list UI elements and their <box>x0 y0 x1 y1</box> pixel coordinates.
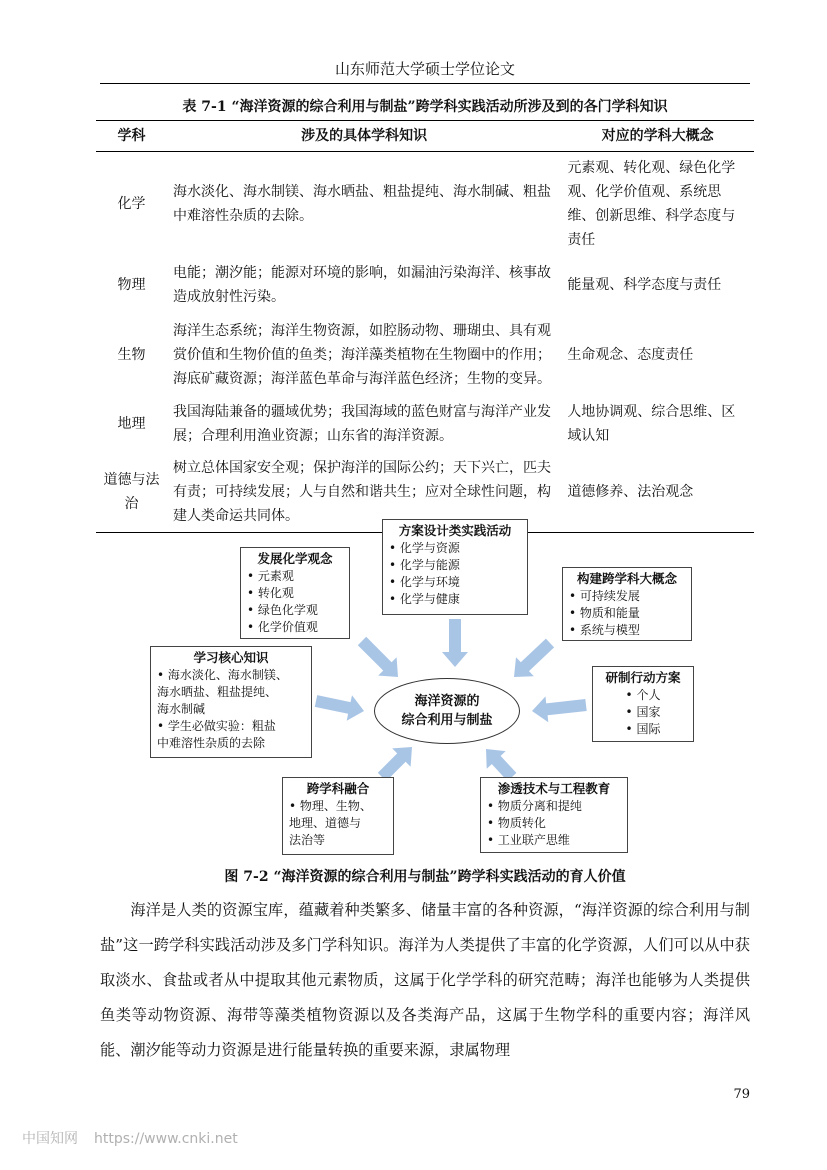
box-bottom-left-title: 跨学科融合 <box>306 781 370 796</box>
subject-cell: 化学 <box>117 196 146 212</box>
box-top-item: • 化学与能源 <box>389 558 460 572</box>
table-row <box>96 396 754 452</box>
box-top-left-item: • 元素观 <box>247 569 294 583</box>
box-right-item: • 国家 <box>625 705 661 719</box>
figure-caption: 图 7-2 “海洋资源的综合利用与制盐”跨学科实践活动的育人价值 <box>224 869 626 885</box>
box-bottom-right <box>480 777 628 853</box>
knowledge-cell: 树立总体国家安全观；保护海洋的国际公约；天下兴亡，匹夫有责；可持续发展；人与自然和谐共生；应对全球性问题，构建人类命运共同体。 <box>173 460 552 524</box>
box-top-left <box>240 547 350 639</box>
header-knowledge: 涉及的具体学科知识 <box>301 128 428 144</box>
center-line-2: 综合利用与制盐 <box>401 713 493 728</box>
box-top-item: • 化学与资源 <box>389 541 460 555</box>
header-subject: 学科 <box>117 128 146 144</box>
subject-cell: 道德与法治 <box>103 472 160 512</box>
watermark-url: https://www.cnki.net <box>94 1131 238 1147</box>
body-text <box>100 893 750 1068</box>
value-diagram <box>140 515 681 860</box>
cnki-watermark <box>22 1128 238 1148</box>
box-top-left-title: 发展化学观念 <box>257 551 333 566</box>
page-number: 79 <box>733 1087 750 1102</box>
arrow-from-top-right <box>514 639 554 677</box>
box-bottom-right-item: • 工业联产思维 <box>487 833 570 847</box>
watermark-brand: 中国知网 <box>22 1131 78 1147</box>
knowledge-cell: 我国海陆兼备的疆域优势；我国海域的蓝色财富与海洋产业发展；合理利用渔业资源；山东省的海洋资源。 <box>173 404 552 444</box>
box-left <box>150 646 312 758</box>
arrow-from-top-left <box>358 637 398 677</box>
box-top-right-item: • 物质和能量 <box>569 606 640 620</box>
box-top-left-item: • 化学价值观 <box>247 620 318 634</box>
box-bottom-right-item: • 物质分离和提纯 <box>487 799 582 813</box>
concept-cell: 能量观、科学态度与责任 <box>567 277 722 293</box>
box-left-item: 海水制碱 <box>157 702 206 716</box>
box-right-item: • 国际 <box>625 722 661 736</box>
knowledge-cell: 海洋生态系统；海洋生物资源，如腔肠动物、珊瑚虫、具有观赏价值和生物价值的鱼类；海洋藻类植物在生物圈中的作用；海底矿藏资源；海洋蓝色革命与海洋蓝色经济；生物的变异。 <box>173 323 552 387</box>
box-left-title: 学习核心知识 <box>193 650 269 665</box>
box-left-item: 中难溶性杂质的去除 <box>157 736 266 750</box>
box-top-right-item: • 系统与模型 <box>569 623 640 637</box>
box-top-item: • 化学与健康 <box>389 592 460 606</box>
running-header: 山东师范大学硕士学位论文 <box>100 58 750 84</box>
concept-cell: 人地协调观、综合思维、区域认知 <box>567 404 736 444</box>
concept-cell: 道德修养、法治观念 <box>567 484 694 500</box>
box-bottom-right-title: 渗透技术与工程教育 <box>497 781 611 796</box>
box-bottom-left-item: 地理、道德与 <box>289 816 362 830</box>
subject-cell: 地理 <box>117 416 146 432</box>
box-top-item: • 化学与环境 <box>389 575 460 589</box>
center-line-1: 海洋资源的 <box>414 694 480 709</box>
box-top-left-item: • 绿色化学观 <box>247 603 318 617</box>
knowledge-cell: 海水淡化、海水制镁、海水晒盐、粗盐提纯、海水制碱、粗盐中难溶性杂质的去除。 <box>173 184 552 224</box>
subject-knowledge-table <box>96 120 754 533</box>
box-top-right-item: • 可持续发展 <box>569 589 640 603</box>
box-right-title: 研制行动方案 <box>605 670 681 685</box>
table-caption: 表 7-1 “海洋资源的综合利用与制盐”跨学科实践活动所涉及到的各门学科知识 <box>182 99 668 115</box>
box-bottom-left-item: 法治等 <box>289 833 326 847</box>
table-row <box>96 314 754 396</box>
body-paragraph: 海洋是人类的资源宝库，蕴藏着种类繁多、储量丰富的各种资源，“海洋资源的综合利用与制盐”这一跨学科实践活动涉及多门学科知识。海洋为人类提供了丰富的化学资源，人们可以从中获取淡水、食盐或者从中提取其他元素物质，这属于化学学科的研究范畴；海洋也能够为人类提供鱼类等动物资源、海带等藻类植物资源以及各类海产品，这属于生物学科的重要内容；海洋风能、潮汐能等动力资源是进行能量转换的重要来源，隶属物理 <box>100 901 750 1059</box>
table-header-row <box>96 121 754 152</box>
arrow-from-left <box>315 695 364 721</box>
box-left-item: 海水晒盐、粗盐提纯、 <box>157 685 278 699</box>
knowledge-cell: 电能；潮汐能；能源对环境的影响，如漏油污染海洋、核事故造成放射性污染。 <box>173 265 552 305</box>
subject-cell: 物理 <box>117 277 146 293</box>
box-right <box>592 666 694 742</box>
box-bottom-left <box>282 777 394 855</box>
table-row <box>96 152 754 257</box>
box-right-item: • 个人 <box>625 688 661 702</box>
concept-cell: 生命观念、态度责任 <box>567 347 694 363</box>
subject-cell: 生物 <box>117 347 146 363</box>
box-top-right <box>562 567 692 641</box>
box-left-item: • 学生必做实验：粗盐 <box>157 719 276 733</box>
center-ellipse <box>374 678 520 744</box>
box-left-item: • 海水淡化、海水制镁、 <box>157 668 288 682</box>
box-top-left-item: • 转化观 <box>247 586 294 600</box>
concept-cell: 元素观、转化观、绿色化学观、化学价值观、系统思维、创新思维、科学态度与责任 <box>567 160 736 248</box>
box-bottom-left-item: • 物理、生物、 <box>289 799 372 813</box>
box-top-right-title: 构建跨学科大概念 <box>576 571 677 586</box>
arrow-from-right <box>532 696 587 722</box>
box-top <box>382 519 528 615</box>
box-top-title: 方案设计类实践活动 <box>398 523 512 538</box>
box-bottom-right-item: • 物质转化 <box>487 816 546 830</box>
table-row <box>96 256 754 314</box>
header-concept: 对应的学科大概念 <box>601 128 714 144</box>
arrow-from-top <box>442 619 468 667</box>
